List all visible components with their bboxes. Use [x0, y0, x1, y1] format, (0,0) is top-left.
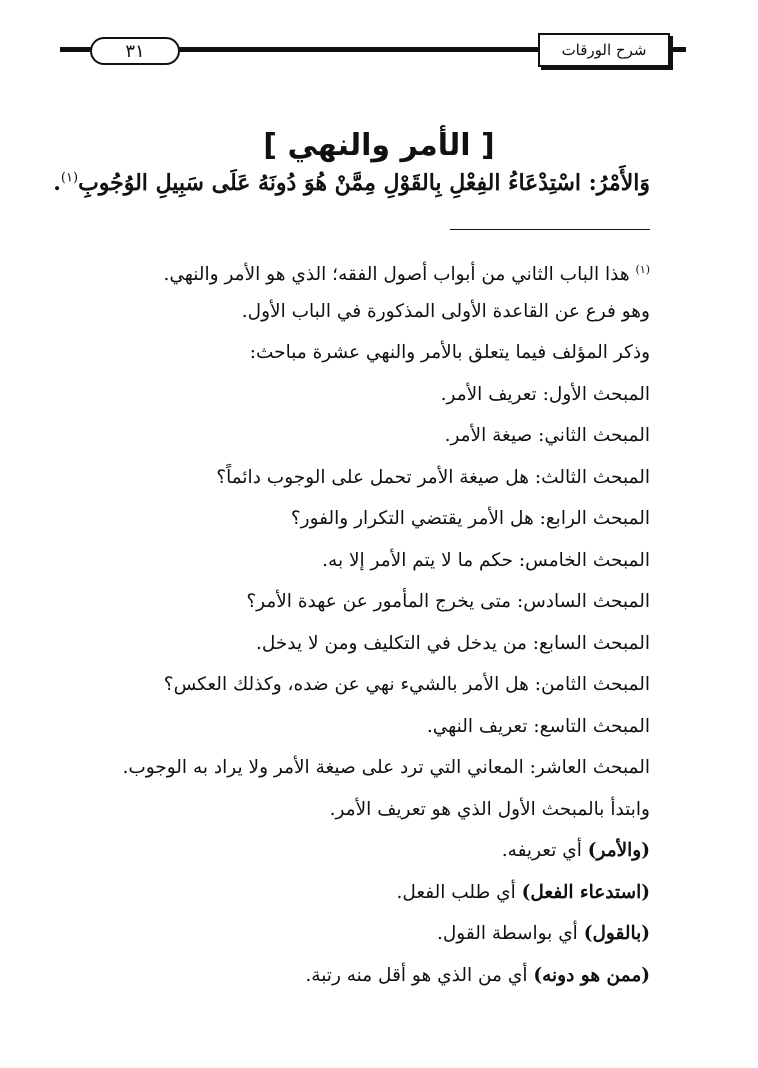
- explanation-text: أي طلب الفعل.: [396, 881, 522, 903]
- commentary-text: هذا الباب الثاني من أبواب أصول الفقه؛ الذي هو الأمر والنهي.: [163, 264, 630, 286]
- footnote-separator: [450, 229, 650, 230]
- matn-end: .: [53, 170, 61, 196]
- explained-term: (استدعاء الفعل): [521, 881, 650, 903]
- section-heading: [ الأمر والنهي ]: [263, 128, 495, 163]
- running-title: شرح الورقات: [538, 33, 670, 67]
- commentary: [90, 249, 650, 996]
- topic-item: المبحث العاشر: المعاني التي ترد على صيغة الأمر ولا يراد به الوجوب.: [122, 757, 650, 778]
- matn-text: [53, 170, 650, 196]
- explanation-text: أي بواسطة القول.: [436, 923, 584, 944]
- explanation-text: أي من الذي هو أقل منه رتبة.: [305, 964, 534, 986]
- explanation-line: [90, 913, 650, 955]
- commentary-line: وذكر المؤلف فيما يتعلق بالأمر والنهي عشرة مباحث:: [249, 342, 650, 363]
- topic-item: المبحث الخامس: حكم ما لا يتم الأمر إلا به.: [322, 549, 650, 571]
- topic-item: المبحث السادس: متى يخرج المأمور عن عهدة الأمر؟: [246, 591, 650, 612]
- explained-term: (والأمر): [587, 840, 650, 861]
- commentary-line: وابتدأ بالمبحث الأول الذي هو تعريف الأمر.: [329, 798, 650, 820]
- topic-item: المبحث التاسع: تعريف النهي.: [426, 715, 650, 737]
- topic-item: المبحث السابع: من يدخل في التكليف ومن لا يدخل.: [255, 632, 650, 654]
- explanation-line: [90, 955, 650, 997]
- commentary-line: [90, 249, 650, 291]
- explanation-text: أي تعريفه.: [501, 840, 588, 861]
- page-header: [60, 33, 686, 63]
- matn-body: وَالأَمْرُ: اسْتِدْعَاءُ الفِعْلِ بِالقَوْلِ مِمَّنْ هُوَ دُونَهُ عَلَى سَبِيلِ الوُجُوبِ: [78, 170, 650, 196]
- topic-item: المبحث الثاني: صيغة الأمر.: [444, 425, 650, 446]
- matn-footnote-ref: (١): [60, 170, 79, 186]
- topic-item: المبحث الثامن: هل الأمر بالشيء نهي عن ضده، وكذلك العكس؟: [163, 674, 650, 695]
- topic-item: المبحث الرابع: هل الأمر يقتضي التكرار والفور؟: [290, 508, 650, 529]
- explained-term: (ممن هو دونه): [533, 964, 650, 986]
- footnote-marker: (١): [635, 263, 650, 276]
- topic-item: المبحث الأول: تعريف الأمر.: [440, 383, 650, 405]
- explanation-line: [90, 872, 650, 914]
- commentary-line: وهو فرع عن القاعدة الأولى المذكورة في الباب الأول.: [241, 300, 650, 322]
- explained-term: (بالقول): [583, 923, 650, 944]
- topic-item: المبحث الثالث: هل صيغة الأمر تحمل على الوجوب دائماً؟: [216, 466, 650, 488]
- explanation-line: [90, 830, 650, 872]
- page-number: ٣١: [90, 37, 180, 65]
